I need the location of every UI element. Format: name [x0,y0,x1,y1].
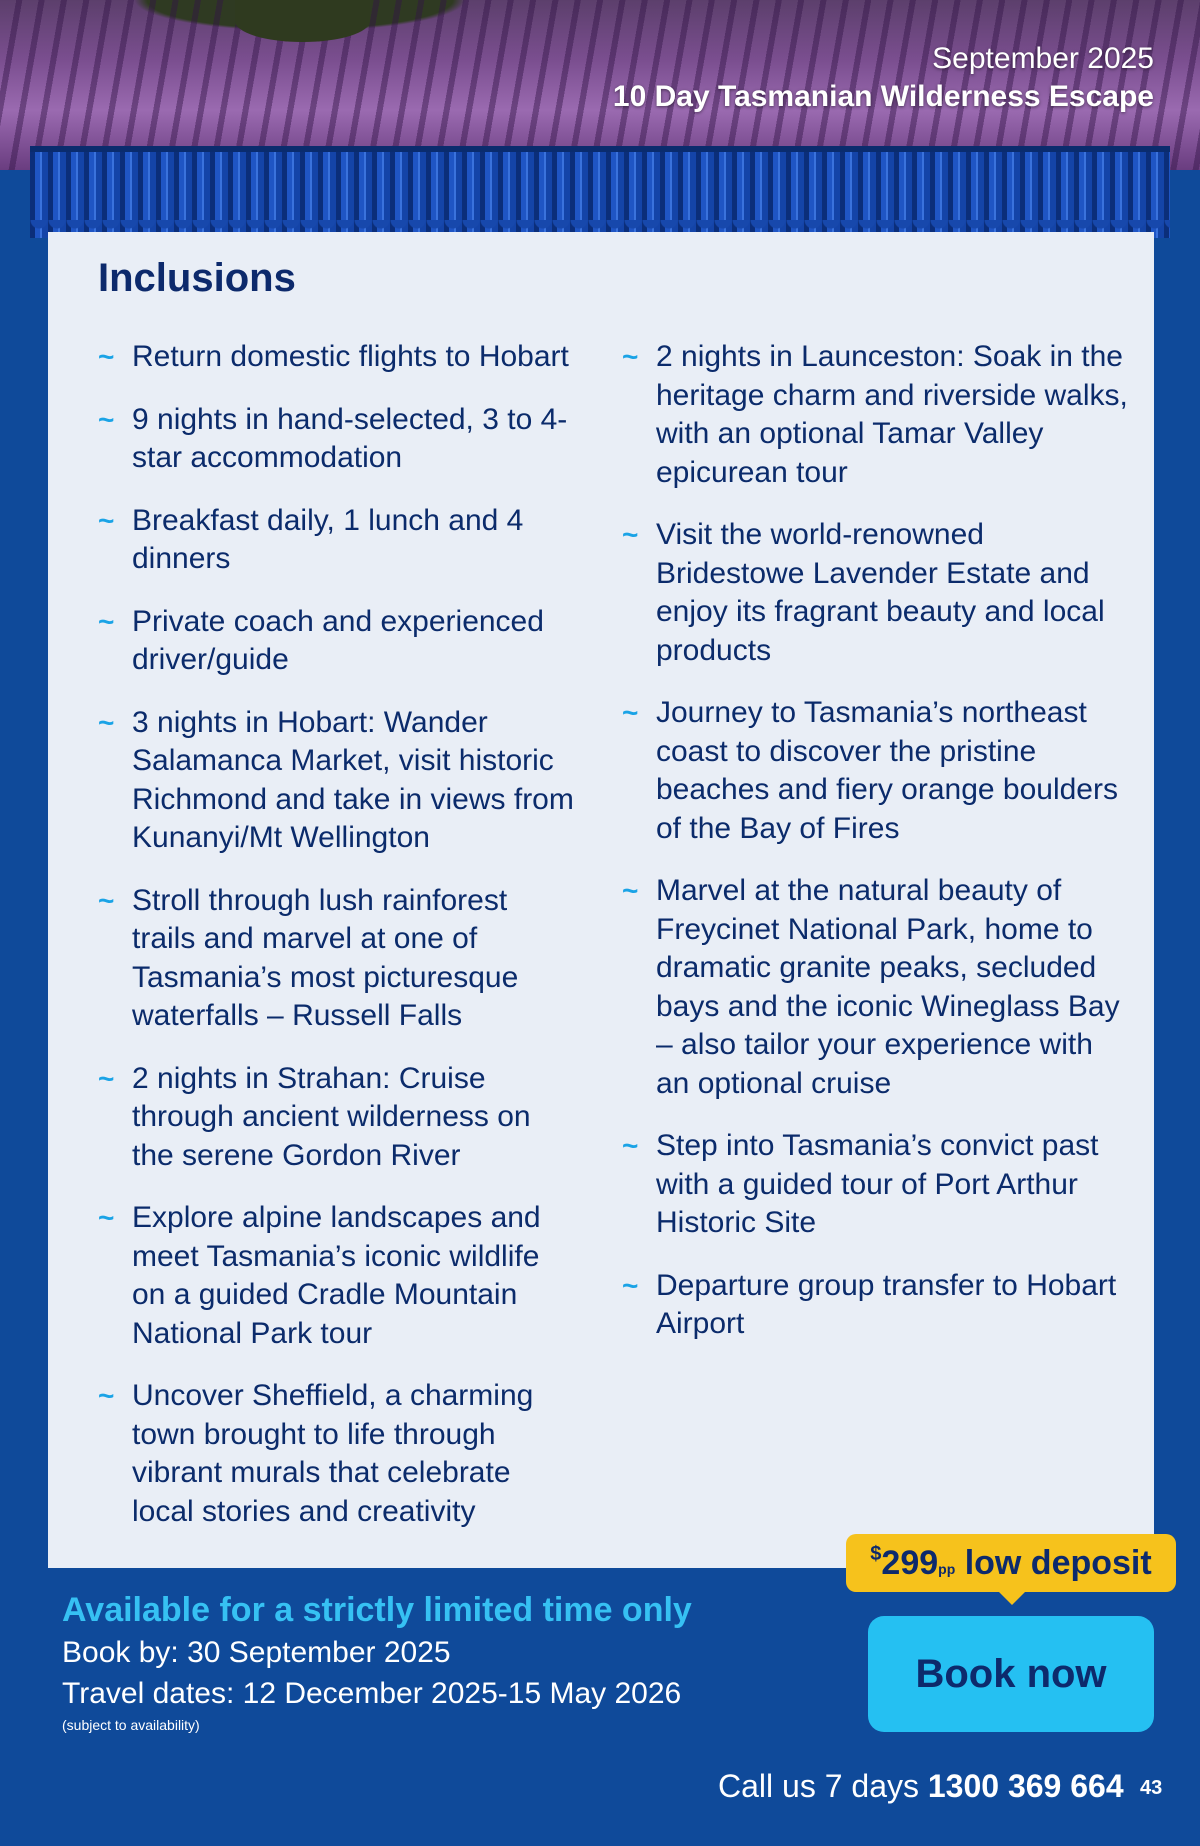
tilde-bullet-icon: ~ [98,1380,115,1411]
list-item: ~ Private coach and experienced driver/guide [98,604,544,676]
phone-number[interactable]: 1300 369 664 [927,1768,1124,1804]
list-item: ~ 2 nights in Launceston: Soak in the heritage charm and riverside walks, with an optional Tamar Valley epicurean tour [622,340,1128,489]
tilde-bullet-icon: ~ [98,605,115,637]
tilde-bullet-icon: ~ [98,1202,115,1233]
tour-month: September 2025 [932,42,1154,75]
deposit-amount: 299 [881,1544,939,1582]
tilde-bullet-icon: ~ [622,519,639,550]
list-item: ~ Explore alpine landscapes and meet Tasmania’s iconic wildlife on a guided Cradle Mountain National Park tour [98,1201,541,1350]
deposit-badge-pointer [998,1591,1026,1605]
list-item: ~ Marvel at the natural beauty of Freycinet National Park, home to dramatic granite peaks, secluded bays and the iconic Wineglass Bay – also tailor your experience with an optional cruise [622,874,1120,1100]
tilde-bullet-icon: ~ [622,875,639,906]
tilde-bullet-icon: ~ [622,697,639,728]
deposit-unit: pp [938,1561,956,1577]
list-item: ~ 3 nights in Hobart: Wander Salamanca Market, visit historic Richmond and take in views from Kunanyi/Mt Wellington [98,705,574,854]
list-item: ~ Journey to Tasmania’s northeast coast to discover the pristine beaches and fiery orange boulders of the Bay of Fires [622,696,1118,845]
tilde-bullet-icon: ~ [98,884,115,916]
list-item: ~ Stroll through lush rainforest trails and marvel at one of Tasmania’s most picturesque waterfalls – Russell Falls [98,883,519,1032]
list-item: ~ Departure group transfer to Hobart Airport [622,1268,1117,1340]
inclusions-heading: Inclusions [98,256,296,300]
book-by-date: Book by: 30 September 2025 [62,1636,451,1669]
list-item: ~ Breakfast daily, 1 lunch and 4 dinners [98,503,524,575]
call-us-line [718,1764,1124,1808]
deposit-currency: $ [870,1543,882,1565]
page-number: 43 [1140,1777,1163,1799]
limited-time-headline: Available for a strictly limited time only [62,1591,692,1629]
tilde-bullet-icon: ~ [622,1130,639,1161]
tilde-bullet-icon: ~ [98,706,115,738]
tilde-bullet-icon: ~ [98,1062,115,1094]
inclusions-list-right [622,338,1132,1368]
travel-dates: Travel dates: 12 December 2025-15 May 2026 [62,1677,682,1710]
tilde-bullet-icon: ~ [622,1269,639,1301]
inclusions-list-left [98,338,578,1555]
tilde-bullet-icon: ~ [622,341,639,372]
tilde-bullet-icon: ~ [98,341,115,372]
tilde-bullet-icon: ~ [98,504,115,536]
list-item: ~ 9 nights in hand-selected, 3 to 4-star accommodation [98,402,568,474]
list-item: ~ Uncover Sheffield, a charming town brought to life through vibrant murals that celebrate local stories and creativity [98,1379,534,1528]
inclusions-panel [48,232,1154,1568]
book-now-button[interactable]: Book now [868,1616,1154,1732]
hero-caption [613,40,1154,116]
list-item: ~ Visit the world-renowned Bridestowe Lavender Estate and enjoy its fragrant beauty and local products [622,518,1105,667]
list-item: ~ Step into Tasmania’s convict past with a guided tour of Port Arthur Historic Site [622,1129,1099,1239]
tour-title: 10 Day Tasmanian Wilderness Escape [612,80,1154,113]
hero-tree [235,0,370,42]
list-item: ~ Return domestic flights to Hobart [98,338,578,377]
deposit-badge [846,1534,1176,1592]
list-item: ~ 2 nights in Strahan: Cruise through ancient wilderness on the serene Gordon River [98,1061,531,1172]
deposit-label: low deposit [964,1544,1152,1582]
call-prefix: Call us 7 days [718,1768,919,1804]
hero-lavender-image [0,0,1200,170]
availability-note: (subject to availability) [62,1717,200,1733]
offer-details [62,1588,692,1736]
tilde-bullet-icon: ~ [98,403,115,435]
